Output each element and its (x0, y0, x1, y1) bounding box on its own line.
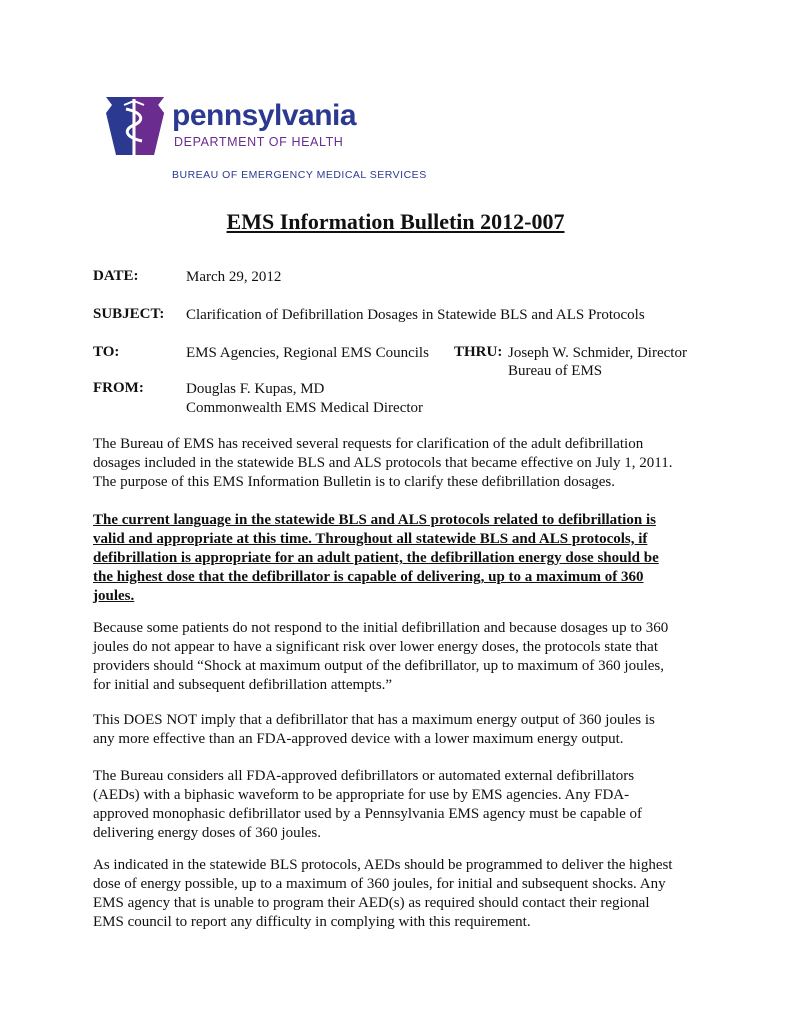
bulletin-title: EMS Information Bulletin 2012-007 (226, 209, 565, 234)
paragraph-aed-programming: As indicated in the statewide BLS protocols, AEDs should be programmed to deliver the highest dose of energy possible, up to a maximum of 360 joules, for initial and subsequent shocks. Any EMS agency that is unable to program their AED(s) as required should contact their regional EMS council to report any difficulty in complying with this requirement. (93, 857, 673, 930)
paragraph-intro: The Bureau of EMS has received several requests for clarification of the adult defibrillation dosages included in the statewide BLS and ALS protocols that became effective on July 1, 2011. The purpose of this EMS Information Bulletin is to clarify these defibrillation dosages. (93, 436, 673, 490)
from-label: FROM: (93, 380, 144, 396)
logo-department: DEPARTMENT OF HEALTH (174, 135, 344, 149)
logo-bureau: BUREAU OF EMERGENCY MEDICAL SERVICES (172, 169, 427, 181)
subject-value: Clarification of Defibrillation Dosages in Statewide BLS and ALS Protocols (186, 307, 645, 323)
keystone-caduceus-icon (104, 95, 166, 157)
subject-label: SUBJECT: (93, 306, 165, 322)
paragraph-approved-devices: The Bureau considers all FDA-approved defibrillators or automated external defibrillators (AEDs) with a biphasic waveform to be appropriate for use by EMS agencies. Any FDA- approved monophasic defibrillator used by a Pennsylvania EMS agency must be capable of delivering energy doses of 360 joules. (93, 768, 643, 841)
to-label: TO: (93, 344, 120, 360)
to-value: EMS Agencies, Regional EMS Councils (186, 345, 429, 361)
thru-label: THRU: (454, 344, 503, 360)
date-label: DATE: (93, 268, 139, 284)
thru-value-office: Bureau of EMS (508, 363, 603, 379)
from-value-title: Commonwealth EMS Medical Director (186, 400, 424, 416)
from-value-name: Douglas F. Kupas, MD (186, 381, 325, 397)
paragraph-key-guidance: The current language in the statewide BLS and ALS protocols related to defibrillation is valid and appropriate at this time. Throughout all statewide BLS and ALS protocols, if defibrillation is appropriate for an adult patient, the defibrillation energy dose should be the highest dose that the defibrillator is capable of delivering, up to a maximum of 360 joules. (93, 512, 659, 604)
logo-state-name: pennsylvania (172, 99, 357, 132)
paragraph-rationale: Because some patients do not respond to the initial defibrillation and because dosages up to 360 joules do not appear to have a significant risk over lower energy doses, the protocols state that providers should “Shock at maximum output of the defibrillator, up to maximum of 360 joules, for initial and subsequent defibrillation attempts.” (93, 620, 669, 693)
thru-value-name: Joseph W. Schmider, Director (508, 345, 687, 361)
paragraph-disclaimer: This DOES NOT imply that a defibrillator that has a maximum energy output of 360 joules is any more effective than an FDA-approved device with a lower maximum energy output. (93, 712, 655, 747)
date-value: March 29, 2012 (186, 269, 282, 285)
